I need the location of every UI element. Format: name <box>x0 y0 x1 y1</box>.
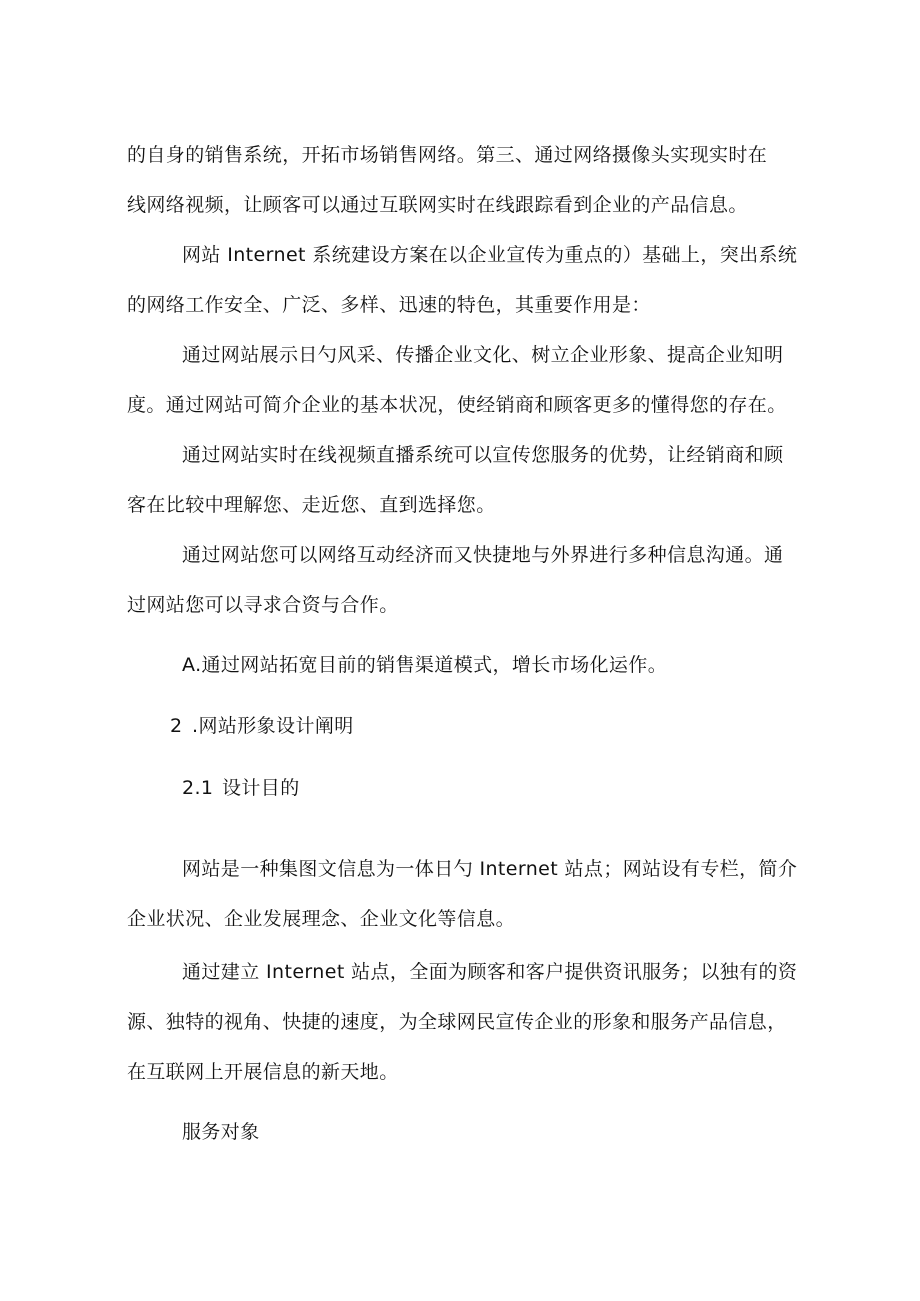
paragraph-line: 网站 Internet 系统建设方案在以企业宣传为重点的）基础上，突出系统 <box>182 244 798 266</box>
paragraph-line: 在互联网上开展信息的新天地。 <box>127 1061 399 1083</box>
section-heading-number: 2 <box>170 715 183 737</box>
paragraph-line: 的自身的销售系统，开拓市场销售网络。第三、通过网络摄像头实现实时在 <box>127 144 768 166</box>
paragraph-line: 通过网站展示日勺风采、传播企业文化、树立企业形象、提高企业知明 <box>182 344 784 366</box>
paragraph-line: 网站是一种集图文信息为一体日勺 Internet 站点；网站设有专栏，简介 <box>182 858 798 880</box>
paragraph-line: 通过网站实时在线视频直播系统可以宣传您服务的优势，让经销商和顾 <box>182 444 784 466</box>
paragraph-line: 线网络视频，让顾客可以通过互联网实时在线跟踪看到企业的产品信息。 <box>127 194 748 216</box>
subheading: 服务对象 <box>182 1121 260 1143</box>
paragraph-line: 过网站您可以寻求合资与合作。 <box>127 594 399 616</box>
paragraph-line: 通过网站您可以网络互动经济而又快捷地与外界进行多种信息沟通。通 <box>182 544 784 566</box>
subsection-heading-number: 2.1 <box>182 777 214 799</box>
section-heading-title: .网站形象设计阐明 <box>192 715 354 737</box>
paragraph-line: 企业状况、企业发展理念、企业文化等信息。 <box>127 908 516 930</box>
paragraph-line: 的网络工作安全、广泛、多样、迅速的特色，其重要作用是： <box>127 294 651 316</box>
paragraph-line: 源、独特的视角、快捷的速度，为全球网民宣传企业的形象和服务产品信息， <box>127 1011 787 1033</box>
paragraph-line: 客在比较中理解您、走近您、直到选择您。 <box>127 494 496 516</box>
subsection-heading-title: 设计目的 <box>222 777 300 799</box>
paragraph-line: 通过建立 Internet 站点，全面为顾客和客户提供资讯服务；以独有的资 <box>182 961 798 983</box>
paragraph-line: A.通过网站拓宽目前的销售渠道模式，增长市场化运作。 <box>182 654 668 676</box>
paragraph-line: 度。通过网站可简介企业的基本状况，使经销商和顾客更多的懂得您的存在。 <box>127 394 787 416</box>
